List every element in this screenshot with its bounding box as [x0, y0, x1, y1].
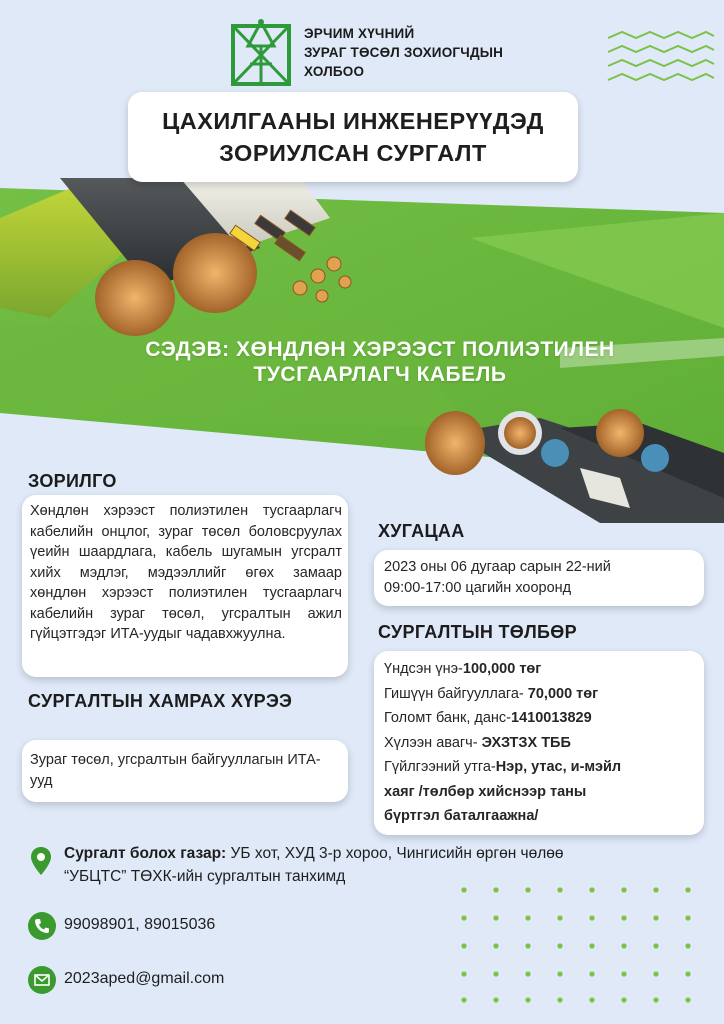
page-title: [128, 92, 578, 182]
scope-text: Зураг төсөл, угсралтын байгууллагын ИТА-ууд: [30, 752, 321, 789]
duration-time: 09:00-17:00 цагийн хооронд: [384, 579, 572, 596]
duration-text: [384, 557, 611, 598]
org-name-line-1: ЭРЧИМ ХҮЧНИЙ: [304, 26, 415, 41]
email-icon: [28, 966, 56, 994]
fee-bank-value: 1410013829: [511, 710, 592, 726]
fee-heading: СУРГАЛТЫН ТӨЛБӨР: [378, 622, 577, 642]
duration-date: 2023 оны 06 дугаар сарын 22-ний: [384, 559, 611, 575]
location-pin-icon: [30, 846, 52, 876]
location-line-1: [64, 842, 664, 865]
title-line-1: ЦАХИЛГААНЫ ИНЖЕНЕРҮҮДЭД: [162, 108, 544, 134]
org-logo: [230, 16, 292, 88]
goal-heading: ЗОРИЛГО: [28, 471, 117, 491]
topic-line-2: ТУСГААРЛАГЧ КАБЕЛЬ: [253, 363, 507, 386]
fee-purpose-label: Гүйлгээний утга-: [384, 759, 496, 775]
title-line-2: ЗОРИУЛСАН СУРГАЛТ: [219, 140, 487, 166]
fee-bank-row: [384, 706, 621, 731]
fee-recipient-row: [384, 731, 621, 756]
location-text: [64, 842, 664, 888]
fee-purpose-row: [384, 755, 621, 780]
fee-purpose-row-2: [384, 780, 621, 805]
aped-logo-icon: [230, 16, 292, 88]
location-label: Сургалт болох газар:: [64, 845, 227, 862]
fee-member-row: [384, 682, 621, 707]
fee-member-label: Гишүүн байгууллага-: [384, 685, 524, 702]
topic-line-1: СЭДЭВ: ХӨНДЛӨН ХЭРЭЭСТ ПОЛИЭТИЛЕН: [145, 338, 615, 361]
fee-recipient-label: Хүлээн авагч-: [384, 734, 478, 751]
fee-purpose-value-2: хаяг /төлбөр хийснээр таны: [384, 783, 587, 800]
fee-recipient-value: ЭХЗТЗХ ТББ: [477, 734, 571, 751]
goal-card: [22, 495, 348, 677]
duration-heading: ХУГАЦАА: [378, 521, 465, 541]
fee-details: [384, 657, 621, 829]
email-address[interactable]: 2023aped@gmail.com: [64, 970, 225, 987]
fee-card: [374, 651, 704, 835]
phone-number[interactable]: 99098901, 89015036: [64, 916, 216, 933]
scope-heading: СУРГАЛТЫН ХАМРАХ ХҮРЭЭ: [28, 691, 293, 711]
topic-heading: [110, 337, 650, 387]
fee-bank-label: Голомт банк, данс-: [384, 710, 512, 726]
fee-purpose-value-3: бүртгэл баталгаажна/: [384, 808, 539, 824]
fee-purpose-value-1: Нэр, утас, и-мэйл: [495, 759, 622, 775]
scope-card: [22, 740, 348, 802]
goal-text: Хөндлөн хэрээст полиэтилен тусгаарлагч кабелийн онцлог, зураг төсөл боловсруулах үеийн шаардлага, кабель шугамын угсралт хийх мэдлэг, мэдээллийг өгөх замаар хөндлөн хэрээст полиэтилен тусгаарлагч кабелийн зураг төсөл, угсралтын ажил гүйцэтгэдэг ИТА-уудыг чадавхжуулна.: [30, 503, 342, 642]
fee-purpose-row-3: [384, 804, 621, 829]
fee-base-label: Үндсэн үнэ-: [384, 661, 463, 677]
duration-card: [374, 550, 704, 606]
org-name: [304, 24, 534, 81]
dot-grid-decoration: [458, 884, 694, 1004]
fee-member-value: 70,000 төг: [523, 685, 599, 702]
fee-base-value: 100,000 төг: [462, 661, 542, 677]
fee-base-row: [384, 657, 621, 682]
location-line-2: “УБЦТС” ТӨХК-ийн сургалтын танхимд: [64, 868, 346, 885]
org-name-line-2: ЗУРАГ ТӨСӨЛ ЗОХИОГЧДЫН: [304, 45, 504, 60]
org-name-line-3: ХОЛБОО: [304, 64, 365, 79]
zigzag-decoration: [606, 30, 716, 90]
phone-icon: [28, 912, 56, 940]
location-address: УБ хот, ХУД 3-р хороо, Чингисийн өргөн чөлөө: [226, 845, 564, 862]
